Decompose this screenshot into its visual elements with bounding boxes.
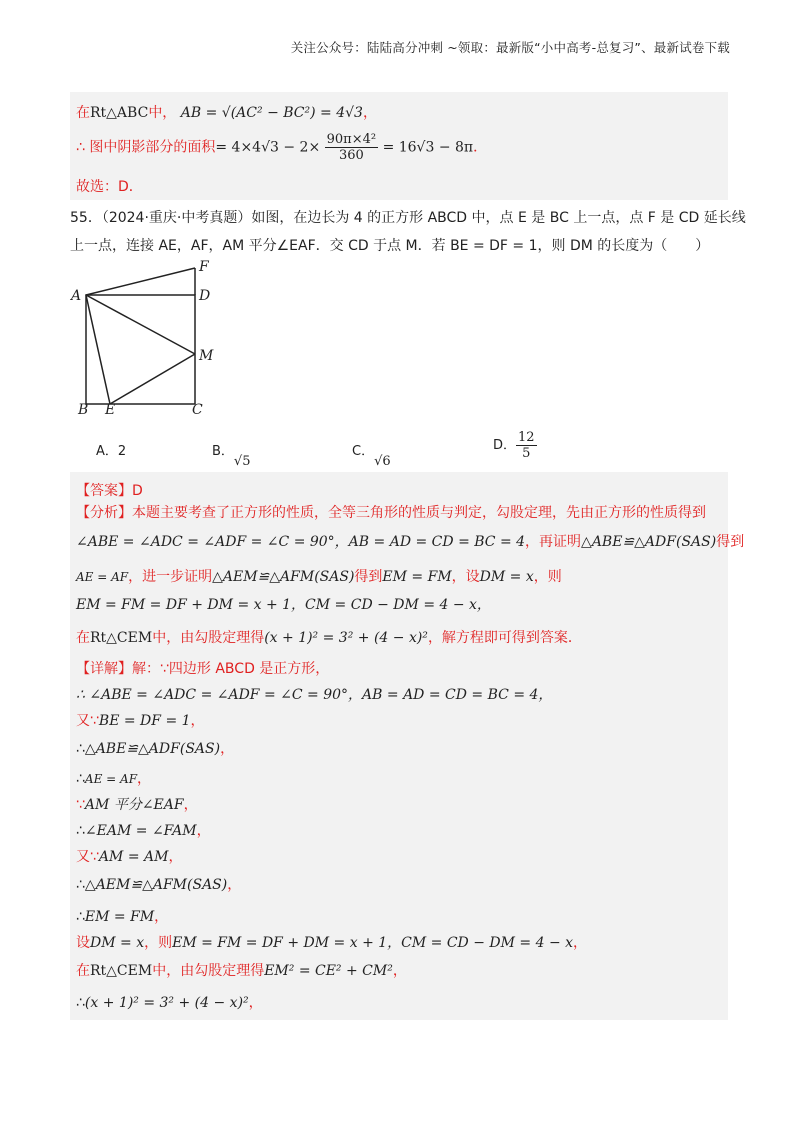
equation: = 16√3 − 8π <box>382 139 474 156</box>
label-f: F <box>199 259 209 275</box>
text: ，设 <box>451 569 480 585</box>
segment-af <box>86 268 195 295</box>
text: 中，由勾股定理得 <box>152 963 265 979</box>
option-d <box>493 430 537 461</box>
page-header: 关注公众号：陆陆高分冲刺 ~领取：最新版“小中高考-总复习”、最新试卷下载 <box>290 40 730 55</box>
text: 得到 <box>716 534 745 550</box>
math: EM = FM <box>84 909 155 925</box>
numerator: 90π×4² <box>326 132 377 147</box>
text: ，再证明 <box>525 534 582 550</box>
text: ，则 <box>144 935 173 951</box>
detail-line-11 <box>76 932 587 952</box>
label-e: E <box>105 402 116 416</box>
text: ， <box>183 797 198 813</box>
fraction <box>516 430 537 461</box>
label-m: M <box>199 348 214 364</box>
detail-tag: 【详解】 <box>76 661 132 677</box>
fraction <box>325 132 378 163</box>
analysis-line-4: EM = FM = DF + DM = x + 1，CM = CD − DM = 4 − x， <box>76 597 491 613</box>
value: √6 <box>374 454 391 469</box>
math: △AEM≌△AFM(SAS) <box>84 877 228 893</box>
text: ． <box>473 139 488 156</box>
text: 解：∵四边形 ABCD 是正方形， <box>132 661 330 677</box>
label: A． <box>96 444 118 459</box>
option-c <box>352 440 391 469</box>
text: ，解方程即可得到答案． <box>427 630 582 646</box>
text: ∴ <box>76 771 85 787</box>
equation: AB = √(AC² − BC²) = 4√3 <box>180 105 363 121</box>
label-b: B <box>78 402 89 416</box>
segment-ae <box>86 295 110 404</box>
segment-am <box>86 295 195 354</box>
detail-line-9 <box>76 874 241 894</box>
text: ，进一步证明 <box>128 569 213 585</box>
detail-line-4 <box>76 738 234 758</box>
text: ∴ <box>76 995 85 1011</box>
analysis-line-3 <box>76 566 562 586</box>
math: DM = x <box>90 935 145 951</box>
answer-line <box>76 480 143 500</box>
text: 中，由勾股定理得 <box>152 630 265 646</box>
square-abcd <box>86 295 195 404</box>
math: EM = FM = DF + DM = x + 1，CM = CD − DM = 4 − x <box>172 935 574 951</box>
detail-line-5 <box>76 768 151 788</box>
text: 在 <box>76 105 90 121</box>
denominator: 360 <box>338 148 364 163</box>
math: ∠EAM = ∠FAM <box>84 823 197 839</box>
analysis-tag: 【分析】 <box>76 505 132 521</box>
math: △AEM≌△AFM(SAS) <box>212 569 355 585</box>
label-c: C <box>192 402 203 416</box>
label: B． <box>212 444 234 459</box>
text: ∴ <box>76 741 85 757</box>
math: ∠ABE = ∠ADC = ∠ADF = ∠C = 90°，AB = AD = CD = BC = 4 <box>76 534 526 550</box>
text: 又∵ <box>76 849 99 865</box>
math: AM = AM <box>98 849 169 865</box>
text: ，则 <box>533 569 562 585</box>
math: DM = x <box>479 569 534 585</box>
value: 2 <box>117 444 127 459</box>
detail-line-6 <box>76 794 198 814</box>
answer-value: D <box>132 483 143 499</box>
label-d: D <box>199 288 211 304</box>
answer-tag: 【答案】 <box>76 483 132 499</box>
question-line-1: 55．（2024·重庆·中考真题）如图，在边长为 4 的正方形 ABCD 中，点 E 是 BC 上一点，点 F 是 CD 延长线 <box>70 210 746 226</box>
math: BE = DF = 1 <box>98 713 191 729</box>
label: D． <box>493 438 517 453</box>
segment-em <box>110 354 195 404</box>
detail-line-1 <box>76 658 329 678</box>
text: ， <box>392 963 407 979</box>
text: ， <box>137 771 152 787</box>
math: Rt△CEM <box>90 963 153 979</box>
math: △ABE≌△ADF(SAS) <box>84 741 221 757</box>
choice-line: 故选：D． <box>76 179 143 195</box>
math: EM² = CE² + CM² <box>264 963 393 979</box>
text: ， <box>227 877 242 893</box>
text: ， <box>168 849 183 865</box>
text: 中， <box>148 105 177 121</box>
math: (x + 1)² = 3² + (4 − x)² <box>84 995 249 1011</box>
text: ∴ <box>76 909 85 925</box>
detail-line-8 <box>76 846 182 866</box>
detail-line-7 <box>76 820 211 840</box>
previous-solution-block <box>70 92 728 200</box>
text: ， <box>362 105 377 121</box>
shaded-area-line <box>76 132 487 163</box>
text: ， <box>220 741 235 757</box>
detail-line-3 <box>76 710 205 730</box>
text: ， <box>248 995 263 1011</box>
text: ∴ <box>76 823 85 839</box>
text: 又∵ <box>76 713 99 729</box>
math: AE = AF <box>84 772 138 786</box>
text: 在 <box>76 963 90 979</box>
option-a <box>96 440 126 459</box>
math: AE = AF <box>76 570 129 584</box>
text: 得到 <box>354 569 383 585</box>
analysis-line-5 <box>76 627 582 647</box>
label: C． <box>352 444 375 459</box>
math: Rt△CEM <box>90 630 153 646</box>
math: AM 平分∠EAF <box>84 797 184 813</box>
rt-abc-line <box>76 102 377 122</box>
detail-line-13 <box>76 992 263 1012</box>
text: ∴ <box>76 877 85 893</box>
numerator: 12 <box>518 430 535 445</box>
math: EM = FM <box>382 569 452 585</box>
label-a: A <box>71 288 82 304</box>
value: √5 <box>233 454 251 469</box>
detail-line-10 <box>76 906 168 926</box>
question-line-2: 上一点，连接 AE，AF，AM 平分∠EAF．交 CD 于点 M．若 BE = DF = 1，则 DM 的长度为（ ） <box>70 238 710 254</box>
text: 在 <box>76 630 90 646</box>
analysis-line-2 <box>76 531 744 551</box>
detail-line-2: ∴ ∠ABE = ∠ADC = ∠ADF = ∠C = 90°，AB = AD = CD = BC = 4， <box>76 687 553 703</box>
text: 本题主要考查了正方形的性质，全等三角形的性质与判定，勾股定理，先由正方形的性质得到 <box>132 505 706 521</box>
math: (x + 1)² = 3² + (4 − x)² <box>264 630 428 646</box>
text: ， <box>196 823 211 839</box>
detail-line-12 <box>76 960 407 980</box>
text: ， <box>154 909 169 925</box>
denominator: 5 <box>522 446 531 461</box>
solution-block <box>70 472 745 1020</box>
option-b <box>212 440 251 469</box>
math: △ABE≌△ADF(SAS) <box>581 534 717 550</box>
math: Rt△ABC <box>90 105 149 121</box>
text: ∵ <box>76 797 85 813</box>
text: ， <box>190 713 205 729</box>
analysis-line-1 <box>76 502 706 522</box>
text: 设 <box>76 935 90 951</box>
text: ， <box>573 935 588 951</box>
equation: = 4×4√3 − 2× <box>215 139 321 156</box>
geometry-figure <box>66 256 226 416</box>
text: ∴ 图中阴影部分的面积 <box>76 139 216 156</box>
